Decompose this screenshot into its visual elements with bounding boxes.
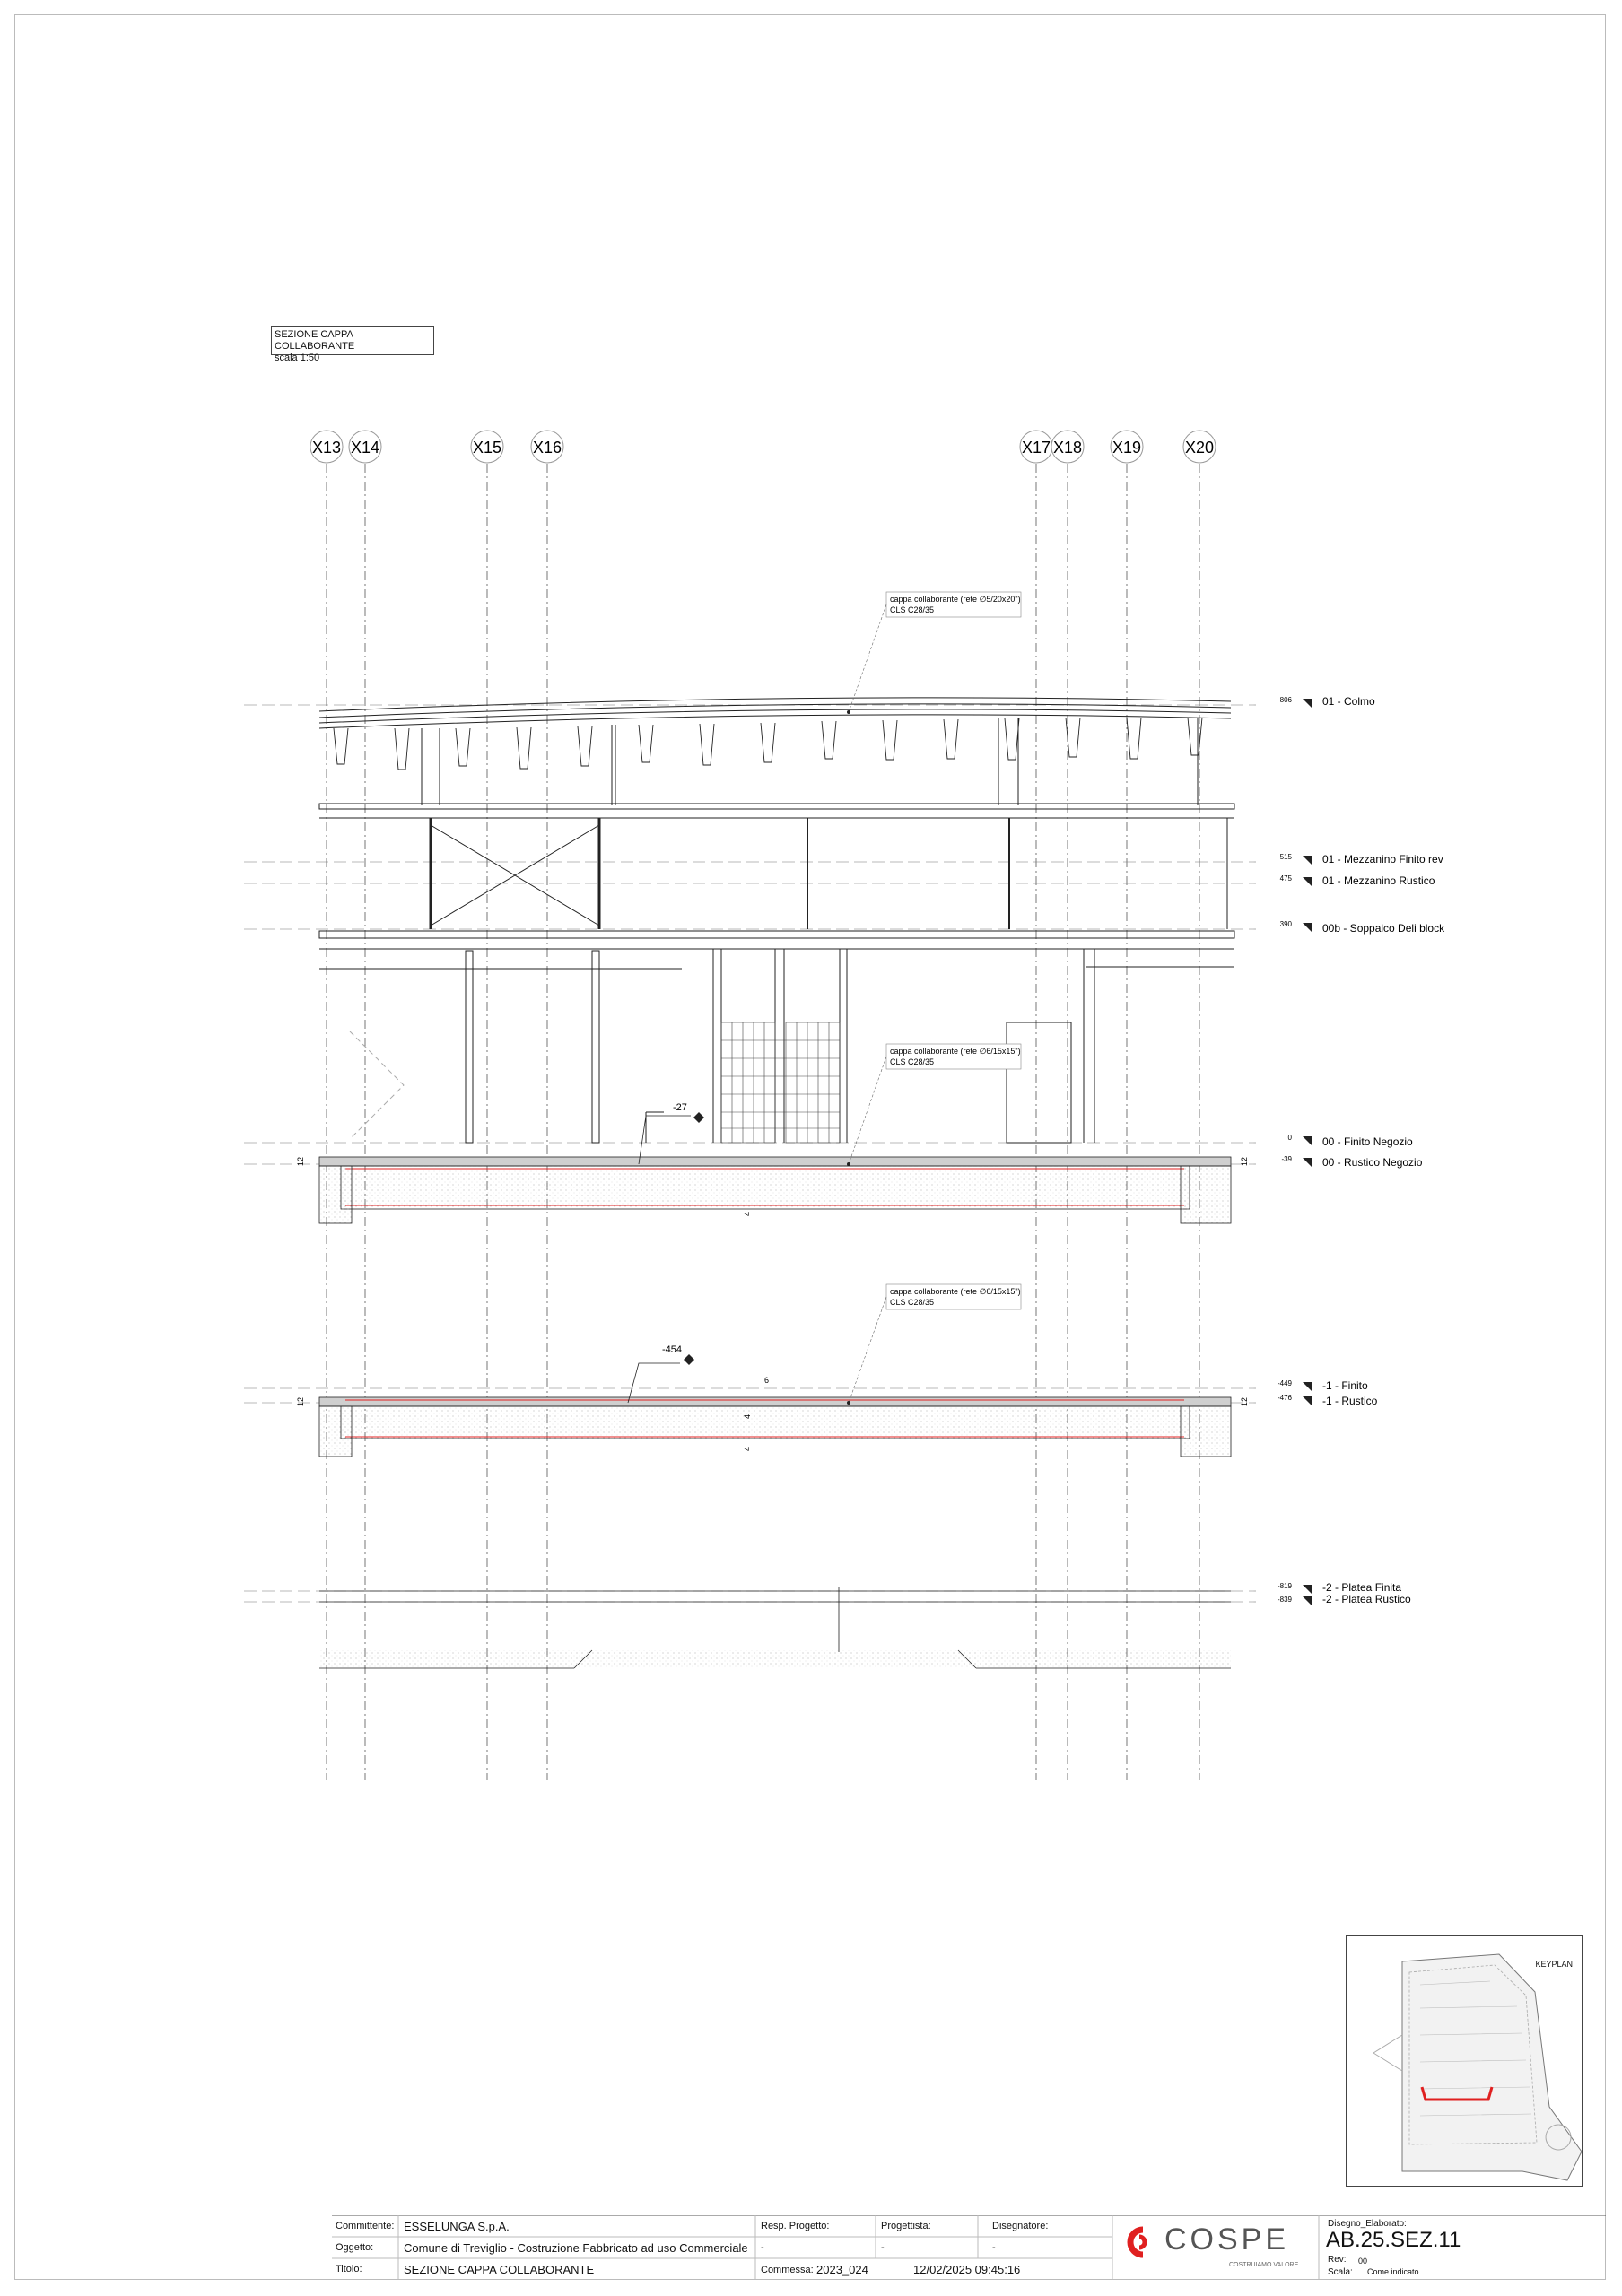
dim-6-basement: 6 <box>764 1376 770 1385</box>
date-value: 12/02/2025 09:45:16 <box>913 2263 1021 2276</box>
cospe-logo-icon <box>1121 2224 1161 2260</box>
roof-structure <box>319 698 1231 805</box>
level-finito-negozio <box>244 1134 1413 1148</box>
svg-text:01 - Mezzanino Rustico: 01 - Mezzanino Rustico <box>1322 874 1435 887</box>
basement-slab <box>319 1397 1231 1457</box>
level-name: 01 - Colmo <box>1322 695 1375 708</box>
dim-4-ground: 4 <box>743 1211 752 1216</box>
commessa-value: 2023_024 <box>816 2263 868 2276</box>
spot-elevation-basement: -454 <box>662 1344 683 1355</box>
annotation-roof <box>847 592 1021 714</box>
level-platea-rustico <box>244 1593 1411 1605</box>
oggetto-value: Comune di Treviglio - Costruzione Fabbricato ad uso Commerciale <box>404 2241 748 2255</box>
mesh-panel <box>721 1022 840 1143</box>
svg-text:390: 390 <box>1279 920 1292 928</box>
titolo-value: SEZIONE CAPPA COLLABORANTE <box>404 2263 595 2276</box>
level-mezzanino-finito <box>244 853 1443 865</box>
svg-text:00 - Rustico Negozio: 00 - Rustico Negozio <box>1322 1156 1423 1169</box>
mezzanine-frame <box>319 804 1234 969</box>
grid-axis-x18 <box>1051 430 1084 1780</box>
svg-text:00b - Soppalco Deli block: 00b - Soppalco Deli block <box>1322 922 1445 935</box>
company-tagline: COSTRUIAMO VALORE <box>1229 2262 1299 2268</box>
svg-text:CLS C28/35: CLS C28/35 <box>890 1057 935 1066</box>
dim-12-right-basement: 12 <box>1240 1396 1249 1406</box>
titolo-label: Titolo: <box>336 2264 362 2274</box>
keyplan-label: KEYPLAN <box>1535 1960 1573 1969</box>
svg-text:cappa collaborante (rete ∅5/20: cappa collaborante (rete ∅5/20x20") <box>890 595 1021 604</box>
dim-12-right-ground: 12 <box>1240 1156 1249 1166</box>
foundation-raft <box>319 1587 1231 1668</box>
disegnatore-label: Disegnatore: <box>992 2221 1049 2231</box>
company-logo <box>1121 2222 1310 2276</box>
commessa-label: Commessa: <box>761 2265 814 2275</box>
level-colmo <box>244 695 1375 708</box>
svg-text:CLS C28/35: CLS C28/35 <box>890 605 935 614</box>
svg-text:-819: -819 <box>1277 1582 1292 1590</box>
view-title: SEZIONE CAPPA COLLABORANTE <box>275 329 355 352</box>
svg-text:-2 - Platea Rustico: -2 - Platea Rustico <box>1322 1593 1411 1605</box>
keyplan-plan <box>1347 1936 1582 2186</box>
level-mezzanino-rustico <box>244 874 1435 887</box>
annotation-basement <box>847 1284 1021 1405</box>
svg-text:475: 475 <box>1279 874 1292 883</box>
committente-value: ESSELUNGA S.p.A. <box>404 2220 510 2233</box>
rev-value: 00 <box>1358 2257 1368 2266</box>
dim-12-left-basement: 12 <box>296 1396 305 1406</box>
grid-label-x17: X17 <box>1021 439 1051 457</box>
spot-elevation-ground: -27 <box>673 1102 687 1113</box>
oggetto-label: Oggetto: <box>336 2242 374 2253</box>
svg-text:01 - Mezzanino Finito rev: 01 - Mezzanino Finito rev <box>1322 853 1443 865</box>
disegnatore-value: - <box>992 2242 996 2253</box>
grid-axis-x15 <box>471 430 503 1780</box>
svg-text:-839: -839 <box>1277 1596 1292 1604</box>
grid-label-x15: X15 <box>472 439 502 457</box>
grid-label-x14: X14 <box>350 439 380 457</box>
level-soppalco <box>244 920 1445 935</box>
scala-value: Come indicato <box>1367 2267 1419 2276</box>
view-scale: scala 1:50 <box>275 352 320 363</box>
level-platea-finita <box>244 1581 1401 1594</box>
progettista-value: - <box>881 2242 885 2253</box>
level-markers <box>244 695 1445 1605</box>
dim-4-basement-top: 4 <box>743 1413 752 1419</box>
drawing-number: AB.25.SEZ.11 <box>1326 2228 1461 2252</box>
ground-slab <box>319 1157 1231 1223</box>
annotations <box>847 592 1021 1405</box>
grid-axis-x17 <box>1020 430 1052 1780</box>
grid-axis-x13 <box>310 430 343 1780</box>
svg-text:-1 - Rustico: -1 - Rustico <box>1322 1395 1378 1407</box>
svg-text:-39: -39 <box>1281 1155 1292 1163</box>
grid-axis-x19 <box>1111 430 1143 1780</box>
title-block <box>332 2215 1606 2280</box>
roof-ribs <box>334 718 1202 770</box>
grid-label-x16: X16 <box>532 439 562 457</box>
grid-axis-x14 <box>349 430 381 1780</box>
annotation-ground <box>847 1044 1021 1166</box>
svg-text:cappa collaborante (rete ∅6/15: cappa collaborante (rete ∅6/15x15") <box>890 1047 1021 1056</box>
disegno-label: Disegno_Elaborato: <box>1328 2219 1407 2229</box>
progettista-label: Progettista: <box>881 2221 931 2231</box>
grid-axis-x20 <box>1183 430 1216 1780</box>
committente-label: Committente: <box>336 2221 395 2231</box>
spot-elevations <box>628 1102 704 1403</box>
resp-label: Resp. Progetto: <box>761 2221 830 2231</box>
grid-label-x18: X18 <box>1052 439 1083 457</box>
grid-axes <box>310 430 1216 1780</box>
scala-label: Scala: <box>1328 2267 1353 2277</box>
svg-text:-1 - Finito: -1 - Finito <box>1322 1379 1368 1392</box>
grid-label-x20: X20 <box>1184 439 1215 457</box>
svg-text:00 - Finito Negozio: 00 - Finito Negozio <box>1322 1135 1413 1148</box>
grid-label-x13: X13 <box>311 439 342 457</box>
dim-12-left-ground: 12 <box>296 1156 305 1166</box>
company-name: COSPE <box>1164 2222 1290 2257</box>
level-value: 806 <box>1279 696 1292 704</box>
svg-text:-476: -476 <box>1277 1394 1292 1402</box>
dim-4-basement-bottom: 4 <box>743 1446 752 1451</box>
svg-text:CLS C28/35: CLS C28/35 <box>890 1298 935 1307</box>
svg-text:cappa collaborante (rete ∅6/15: cappa collaborante (rete ∅6/15x15") <box>890 1287 1021 1296</box>
rev-label: Rev: <box>1328 2255 1347 2265</box>
svg-text:-2 - Platea Finita: -2 - Platea Finita <box>1322 1581 1402 1594</box>
svg-text:-449: -449 <box>1277 1379 1292 1387</box>
resp-value: - <box>761 2242 764 2253</box>
grid-label-x19: X19 <box>1112 439 1142 457</box>
svg-text:0: 0 <box>1287 1134 1292 1142</box>
svg-text:515: 515 <box>1279 853 1292 861</box>
keyplan <box>1346 1935 1583 2187</box>
grid-axis-x16 <box>531 430 563 1780</box>
